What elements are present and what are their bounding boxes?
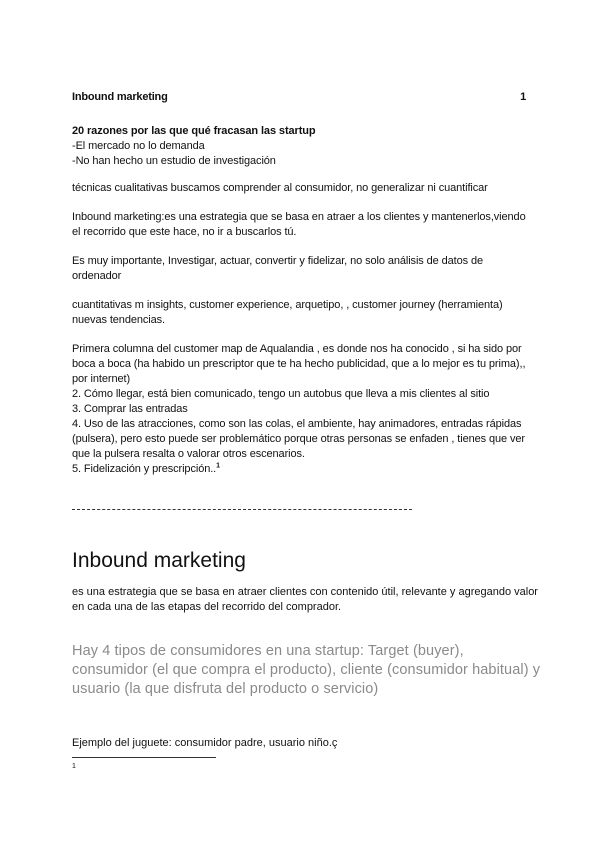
page-number: 1 — [520, 91, 526, 103]
list-item-text: 5. Fidelización y prescripción.. — [72, 463, 217, 475]
paragraph-quantitative — [72, 298, 534, 328]
list-item — [72, 462, 534, 477]
toy-example: Ejemplo del juguete: consumidor padre, usuario niño.ç — [72, 737, 338, 749]
paragraph-text: Primera columna del customer map de Aqualandia , es donde nos ha conocido , si ha sido por boca a boca (ha habido un prescriptor que te ha hecho publicidad, que a lo mejor es tu prima),, por internet) — [72, 343, 526, 385]
consumer-types-paragraph: Hay 4 tipos de consumidores en una startup: Target (buyer), consumidor (el que compra el producto), cliente (consumidor habitual) y usuario (la que disfruta del producto o servicio) — [72, 643, 541, 697]
paragraph-customer-map — [72, 342, 534, 477]
footnote-number: 1 — [72, 763, 76, 770]
page-header — [72, 91, 526, 103]
paragraph-text: técnicas cualitativas buscamos comprender al consumidor, no generalizar ni cuantificar — [72, 182, 488, 194]
footnote-separator — [72, 757, 216, 758]
paragraph-text: Inbound marketing:es una estrategia que se basa en atraer a los clientes y mantenerlos,viendo el recorrido que este hace, no ir a buscarlos tú. — [72, 211, 526, 238]
paragraph-importance — [72, 254, 534, 284]
section-heading: Inbound marketing — [72, 549, 246, 572]
list-item: 2. Cómo llegar, está bien comunicado, tengo un autobus que lleva a mis clientes al sitio — [72, 388, 490, 400]
paragraph-text: cuantitativas m insights, customer experience, arquetipo, , customer journey (herramienta) nuevas tendencias. — [72, 299, 503, 326]
section-reasons — [72, 124, 534, 169]
list-item: 3. Comprar las entradas — [72, 403, 188, 415]
reason-line: -El mercado no lo demanda — [72, 140, 205, 152]
reason-line: -No han hecho un estudio de investigación — [72, 155, 276, 167]
paragraph-qualitative — [72, 181, 534, 196]
paragraph-text: Es muy importante, Investigar, actuar, convertir y fidelizar, no solo análisis de datos de ordenador — [72, 255, 484, 282]
reasons-heading: 20 razones por las que qué fracasan las startup — [72, 125, 316, 137]
footnote-reference[interactable]: 1 — [216, 462, 220, 470]
dashed-separator — [72, 509, 412, 510]
header-title: Inbound marketing — [72, 91, 168, 103]
section-intro: es una estrategia que se basa en atraer clientes con contenido útil, relevante y agregando valor en cada una de las etapas del recorrido del comprador. — [72, 586, 538, 613]
paragraph-inbound-definition — [72, 210, 534, 240]
list-item: 4. Uso de las atracciones, como son las colas, el ambiente, hay animadores, entradas rápidas (pulsera), pero esto puede ser problemático porque otras personas se enfaden , tienes que ver que la pulsera resalta o valorar otros escenarios. — [72, 418, 525, 460]
